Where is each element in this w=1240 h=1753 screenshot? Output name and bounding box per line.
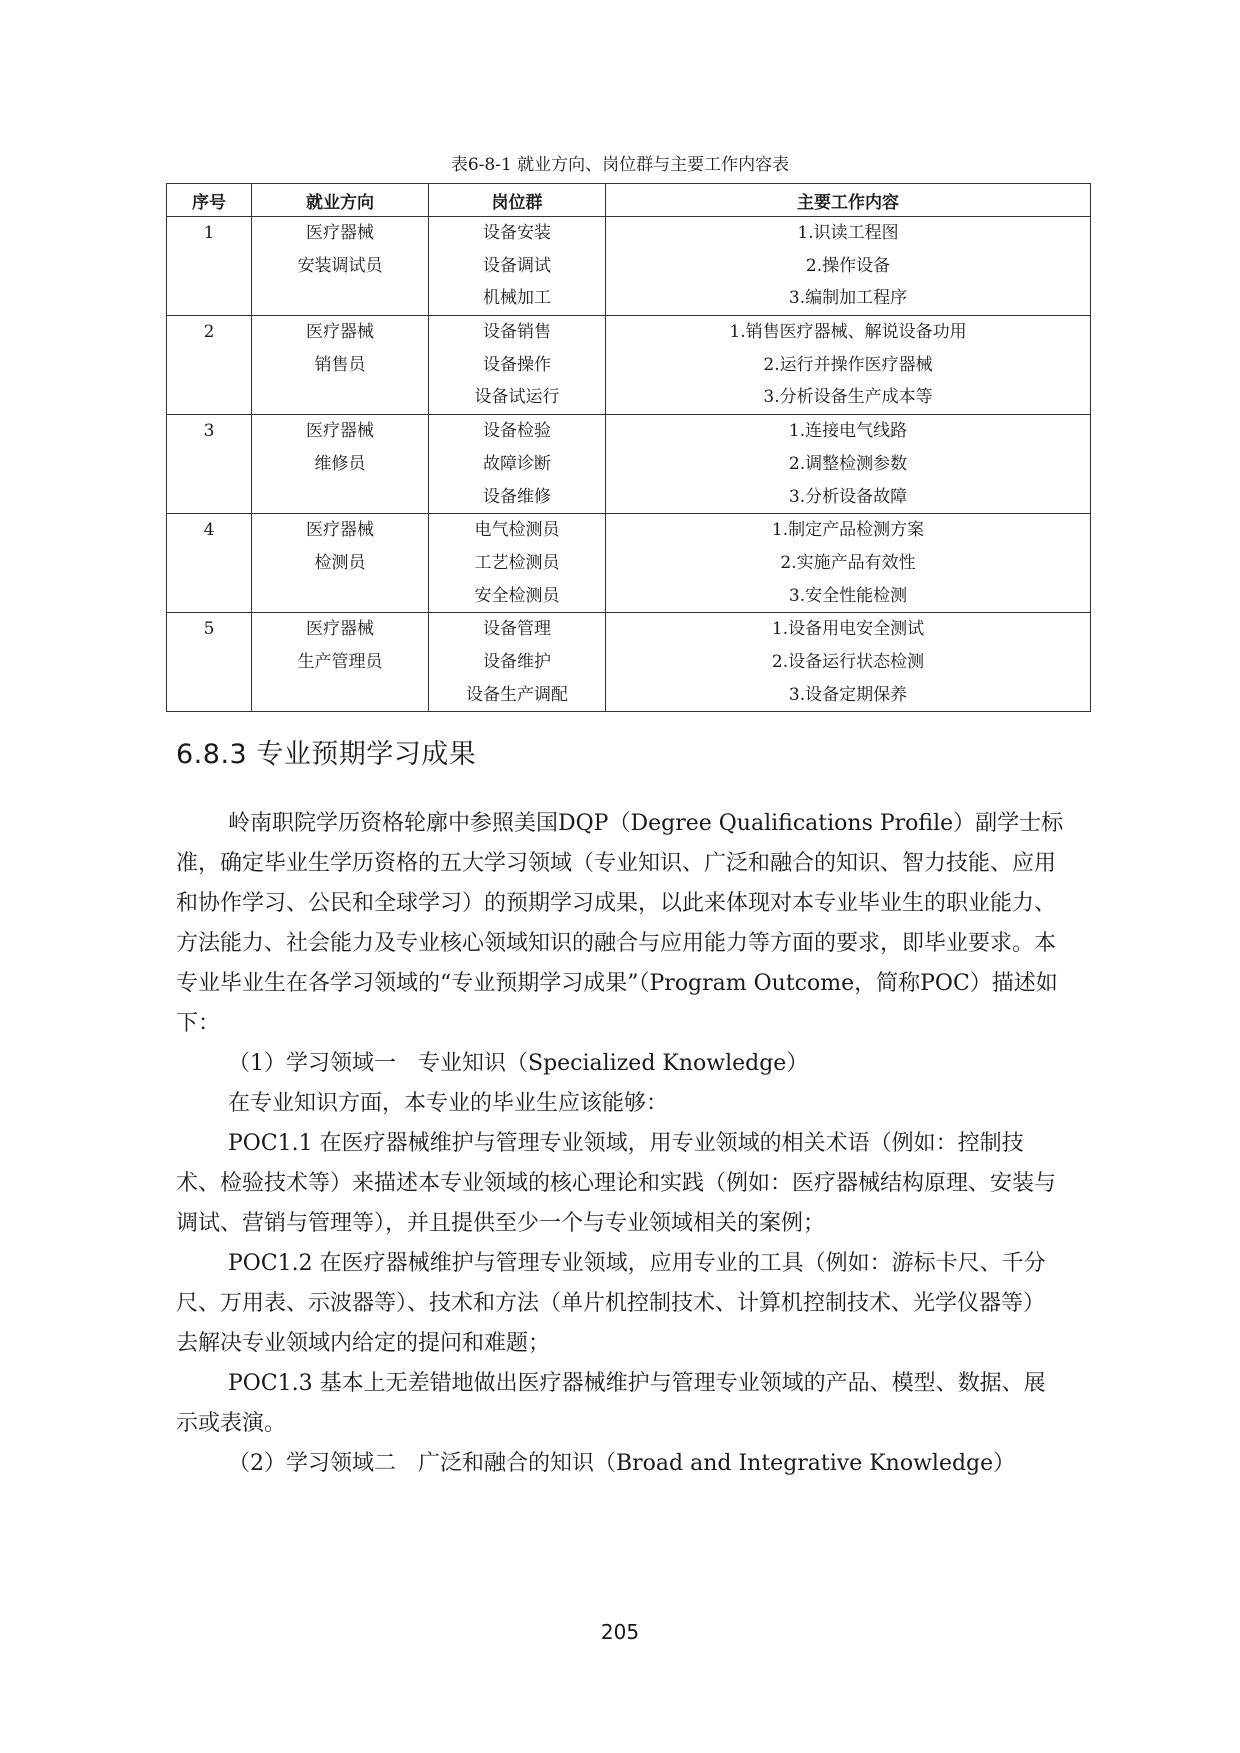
cell-direction-line: 生产管理员 [297, 651, 383, 672]
cell-direction-line: 医疗器械 [306, 619, 374, 640]
header-work: 主要工作内容 [606, 184, 1091, 217]
cell-posts-line: 工艺检测员 [474, 552, 560, 573]
cell-direction-line: 医疗器械 [306, 223, 374, 243]
cell-posts [429, 514, 606, 613]
cell-work-line: 3.编制加工程序 [788, 288, 908, 309]
employment-table [166, 183, 1091, 712]
paragraph: POC1.2 在医疗器械维护与管理专业领域，应用专业的工具（例如：游标卡尺、千分尺、万用表、示波器等）、技术和方法（单片机控制技术、计算机控制技术、光学仪器等）去解决专业领域内给定的提问和难题； [176, 1251, 1046, 1356]
cell-work-line: 1.制定产品检测方案 [771, 520, 925, 541]
cell-posts-line: 设备调试 [483, 255, 551, 276]
paragraph: POC1.1 在医疗器械维护与管理专业领域，用专业领域的相关术语（例如：控制技术、检验技术等）来描述本专业领域的核心理论和实践（例如：医疗器械结构原理、安装与调试、营销与管理等），并且提供至少一个与专业领域相关的案例； [176, 1131, 1057, 1236]
cell-direction-line: 维修员 [314, 453, 366, 474]
header-no: 序号 [167, 184, 252, 217]
paragraph: （2）学习领域二 广泛和融合的知识（Broad and Integrative Knowledge） [228, 1451, 1016, 1476]
cell-no [167, 415, 252, 514]
paragraph: 在专业知识方面，本专业的毕业生应该能够： [228, 1091, 669, 1116]
cell-work-line: 2.操作设备 [805, 255, 891, 276]
cell-posts-line: 设备管理 [483, 619, 551, 640]
cell-work-line: 2.设备运行状态检测 [771, 651, 925, 672]
cell-work-line: 1.识读工程图 [797, 223, 899, 243]
cell-direction [252, 415, 429, 514]
table-row [167, 217, 1091, 316]
cell-no-line: 2 [203, 322, 215, 343]
cell-direction-line: 检测员 [314, 552, 366, 573]
cell-posts-line: 设备安装 [483, 223, 551, 243]
cell-posts-line: 故障诊断 [483, 453, 551, 474]
paragraph: （1）学习领域一 专业知识（Specialized Knowledge） [228, 1051, 809, 1076]
cell-posts [429, 217, 606, 316]
cell-posts-line: 设备检验 [483, 421, 551, 442]
paragraph: 岭南职院学历资格轮廓中参照美国DQP（Degree Qualifications Profile）副学士标准，确定毕业生学历资格的五大学习领域（专业知识、广泛和融合的知识、智力技能、应用和协作学习、公民和全球学习）的预期学习成果，以此来体现对本专业毕业生的职业能力、方法能力、社会能力及专业核心领域知识的融合与应用能力等方面的要求，即毕业要求。本专业毕业生在各学习领域的“专业预期学习成果”（Program Outcome，简称POC）描述如下： [176, 811, 1064, 1036]
cell-work-line: 3.设备定期保养 [788, 684, 908, 705]
cell-work [606, 613, 1091, 712]
cell-work-line: 2.实施产品有效性 [780, 552, 916, 573]
cell-work [606, 316, 1091, 415]
cell-work-line: 1.设备用电安全测试 [771, 619, 925, 640]
table-row [167, 316, 1091, 415]
header-direction: 就业方向 [252, 184, 429, 217]
table-row [167, 514, 1091, 613]
cell-no-line: 1 [203, 223, 215, 243]
cell-posts [429, 316, 606, 415]
table-row [167, 415, 1091, 514]
table-header-row [167, 184, 1091, 217]
cell-direction-line: 医疗器械 [306, 322, 374, 343]
cell-posts [429, 415, 606, 514]
cell-direction-line: 销售员 [314, 354, 366, 375]
cell-work-line: 3.分析设备故障 [788, 486, 908, 507]
cell-work [606, 217, 1091, 316]
body-text [176, 804, 1066, 1484]
table-caption: 表6-8-1 就业方向、岗位群与主要工作内容表 [450, 155, 790, 175]
cell-work [606, 415, 1091, 514]
cell-posts [429, 613, 606, 712]
cell-work-line: 3.安全性能检测 [788, 585, 908, 606]
cell-direction [252, 316, 429, 415]
cell-work-line: 2.调整检测参数 [788, 453, 908, 474]
cell-no [167, 217, 252, 316]
cell-no [167, 316, 252, 415]
cell-direction-line: 医疗器械 [306, 421, 374, 442]
cell-no [167, 514, 252, 613]
page-number: 205 [600, 1620, 640, 1644]
cell-posts-line: 设备维护 [483, 651, 551, 672]
table-row [167, 613, 1091, 712]
paragraph: POC1.3 基本上无差错地做出医疗器械维护与管理专业领域的产品、模型、数据、展示或表演。 [176, 1371, 1046, 1436]
cell-no [167, 613, 252, 712]
cell-direction-line: 医疗器械 [306, 520, 374, 541]
cell-posts-line: 设备销售 [483, 322, 551, 343]
cell-no-line: 3 [203, 421, 215, 442]
cell-posts-line: 设备操作 [483, 354, 551, 375]
cell-work-line: 2.运行并操作医疗器械 [763, 354, 933, 375]
cell-work-line: 1.销售医疗器械、解说设备功用 [729, 322, 967, 343]
cell-work [606, 514, 1091, 613]
cell-posts-line: 设备试运行 [474, 387, 560, 408]
cell-posts-line: 设备生产调配 [466, 684, 568, 705]
cell-posts-line: 电气检测员 [474, 520, 560, 541]
section-title: 6.8.3 专业预期学习成果 [176, 739, 477, 770]
cell-direction [252, 613, 429, 712]
cell-direction-line: 安装调试员 [297, 255, 383, 276]
cell-direction [252, 514, 429, 613]
cell-direction [252, 217, 429, 316]
cell-posts-line: 安全检测员 [474, 585, 560, 606]
cell-posts-line: 机械加工 [483, 288, 551, 309]
cell-posts-line: 设备维修 [483, 486, 551, 507]
cell-no-line: 5 [203, 619, 215, 640]
cell-work-line: 3.分析设备生产成本等 [763, 387, 933, 408]
cell-work-line: 1.连接电气线路 [788, 421, 908, 442]
header-posts: 岗位群 [429, 184, 606, 217]
cell-no-line: 4 [203, 520, 215, 541]
